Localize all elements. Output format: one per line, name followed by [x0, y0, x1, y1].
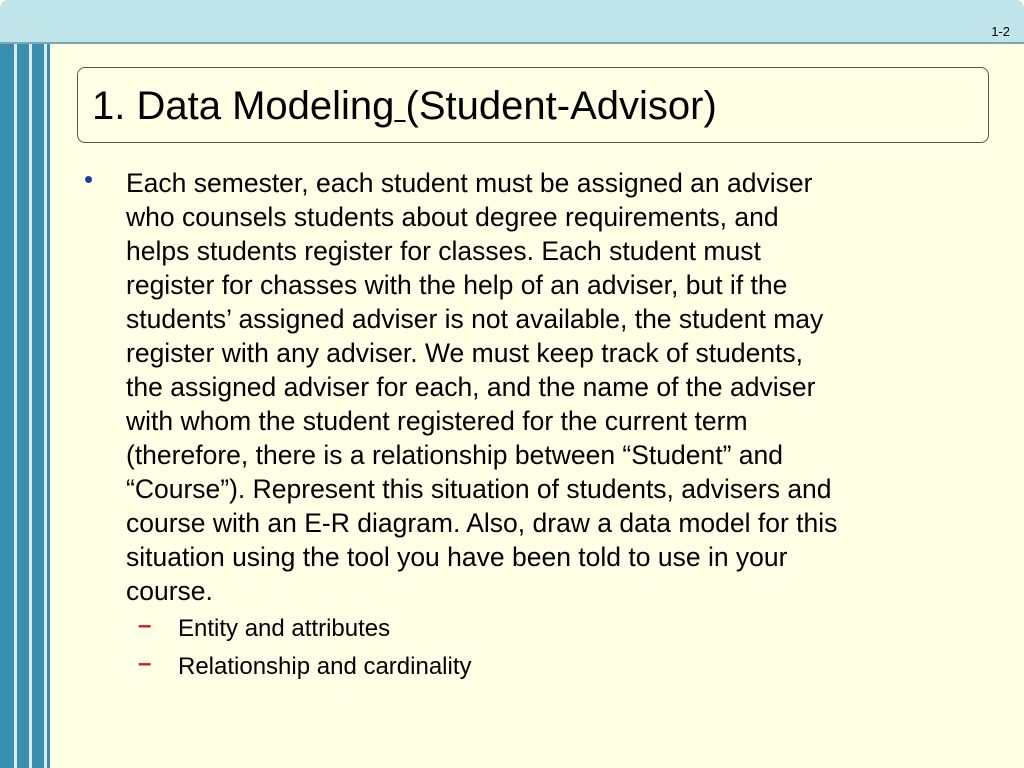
slide-title-underlined-space [394, 84, 405, 128]
sub-bullet [138, 652, 990, 690]
slide-title [92, 84, 717, 129]
slide-content [80, 166, 990, 690]
title-box [77, 67, 989, 143]
left-decorative-bar [0, 44, 50, 768]
slide-title-main: 1. Data Modeling [92, 84, 395, 128]
dash-icon: – [138, 612, 152, 639]
main-bullet [80, 166, 990, 608]
slide-number: 1-2 [991, 24, 1010, 39]
sub-bullet-text: Entity and attributes [178, 615, 391, 642]
top-band [0, 0, 1024, 44]
bullet-text: Each semester, each student must be assigned an adviser who counsels students about degree requirements, and helps students register for classes. Each student must register for chasses with the help of an adviser, but if the students’ assigned adviser is not available, the student may register with any adviser. We must keep track of students, the assigned adviser for each, and the name of the adviser with whom the student registered for the current term (therefore, there is a relationship between “Student” and “Course”). Represent this situation of students, advisers and course with an E-R diagram. Also, draw a data model for this situation using the tool you have been told to use in your course. [126, 168, 838, 606]
left-bar-stripe [14, 44, 17, 768]
bullet-icon: • [84, 164, 94, 194]
sub-bullet-list [80, 614, 990, 690]
sub-bullet-text: Relationship and cardinality [178, 653, 472, 680]
dash-icon: – [138, 650, 152, 677]
slide-title-subtitle: (Student-Advisor) [405, 84, 717, 128]
sub-bullet [138, 614, 990, 652]
left-bar-stripe [44, 44, 47, 768]
left-bar-stripe [29, 44, 32, 768]
